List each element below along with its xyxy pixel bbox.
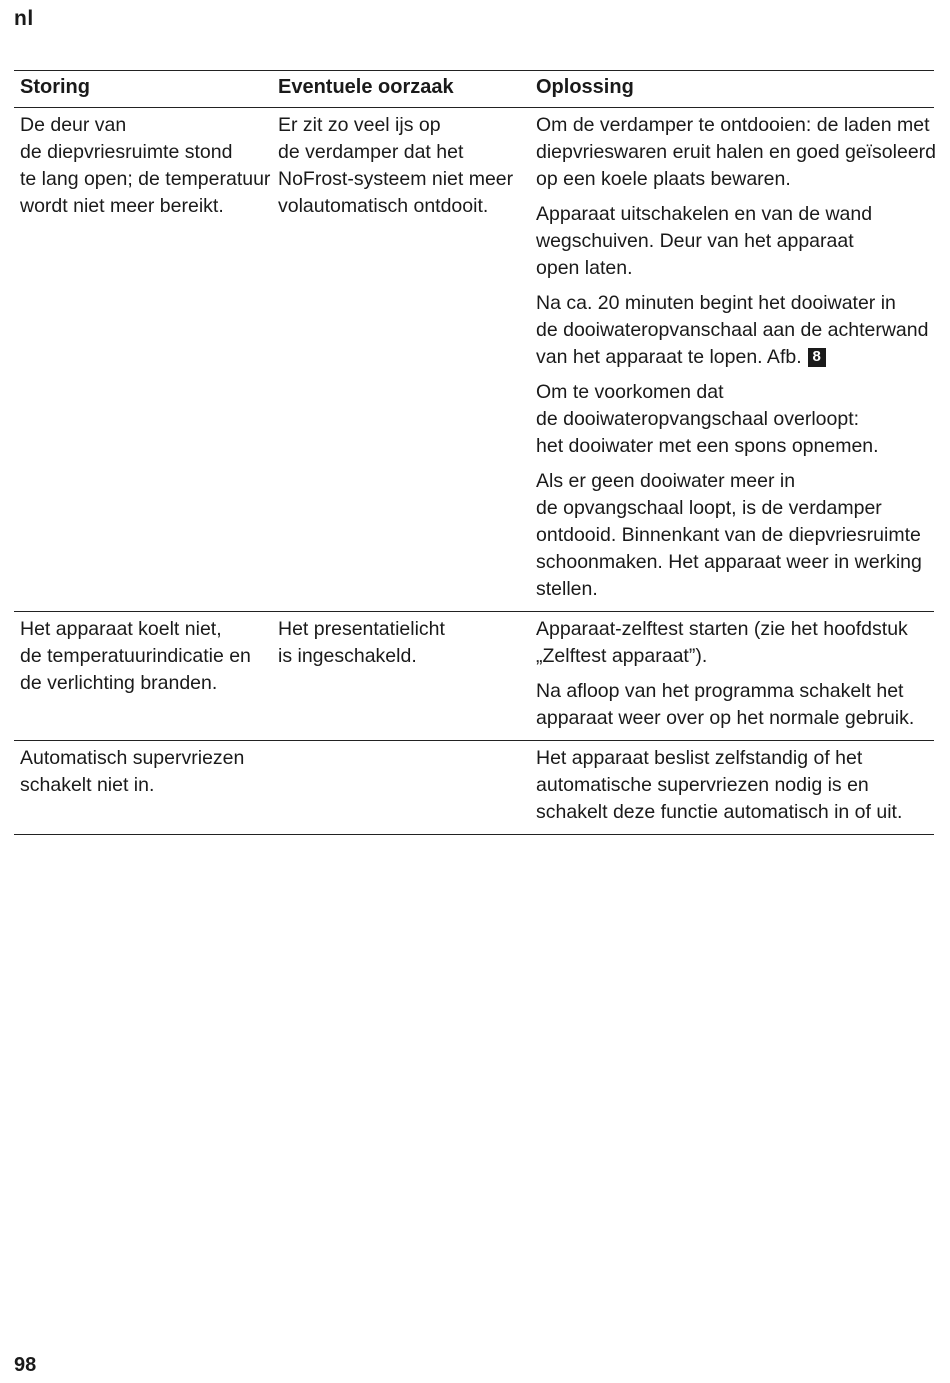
text-fragment: van het apparaat te lopen. Afb. <box>536 346 802 368</box>
table-row <box>14 612 934 741</box>
text-line: open laten. <box>536 257 633 279</box>
text-line: schakelt niet in. <box>20 774 155 796</box>
storing-cell <box>14 612 272 740</box>
oplossing-cell <box>530 612 934 740</box>
solution-paragraph <box>536 745 934 826</box>
text-line: schakelt deze functie automatisch in of uit. <box>536 801 903 823</box>
text-line: de dooiwateropvanschaal aan de achterwand <box>536 319 929 341</box>
text-line: ontdooid. Binnenkant van de diepvriesruimte <box>536 524 921 546</box>
table-row <box>14 108 937 612</box>
solution-paragraph <box>536 616 934 670</box>
text-line: de verdamper dat het <box>278 141 464 163</box>
text-line: Apparaat uitschakelen en van de wand <box>536 203 873 225</box>
text-line: schoonmaken. Het apparaat weer in werking <box>536 551 922 573</box>
oorzaak-cell <box>272 741 530 834</box>
solution-paragraph <box>536 290 934 371</box>
troubleshooting-table <box>14 70 937 835</box>
text-line: de temperatuurindicatie en <box>20 645 251 667</box>
oorzaak-cell <box>272 612 530 740</box>
text-line: wordt niet meer bereikt. <box>20 195 224 217</box>
text-line: Het apparaat beslist zelfstandig of het <box>536 747 863 769</box>
text-line: diepvrieswaren eruit halen en goed geïsoleerd <box>536 141 937 163</box>
solution-paragraph <box>536 112 937 193</box>
figure-reference-badge: 8 <box>808 348 826 367</box>
text-line: Het presentatielicht <box>278 618 445 640</box>
text-line <box>536 344 934 371</box>
oplossing-cell <box>530 108 937 611</box>
column-header-storing: Storing <box>20 76 90 98</box>
text-line: automatische supervriezen nodig is en <box>536 774 869 796</box>
text-line: NoFrost-systeem niet meer <box>278 168 514 190</box>
text-line: De deur van <box>20 114 127 136</box>
text-line: Om de verdamper te ontdooien: de laden met <box>536 114 930 136</box>
oplossing-cell <box>530 741 934 834</box>
text-line: Automatisch supervriezen <box>20 747 245 769</box>
text-line: volautomatisch ontdooit. <box>278 195 489 217</box>
text-line: Na ca. 20 minuten begint het dooiwater in <box>536 292 896 314</box>
table-row <box>14 741 934 835</box>
text-line: te lang open; de temperatuur <box>20 168 271 190</box>
text-line: de diepvriesruimte stond <box>20 141 233 163</box>
text-line: het dooiwater met een spons opnemen. <box>536 435 879 457</box>
text-line: is ingeschakeld. <box>278 645 417 667</box>
table-header-row <box>14 71 934 108</box>
text-line: de verlichting branden. <box>20 672 218 694</box>
text-line: Om te voorkomen dat <box>536 381 724 403</box>
storing-cell <box>14 108 272 611</box>
text-line: de dooiwateropvangschaal overloopt: <box>536 408 860 430</box>
storing-cell <box>14 741 272 834</box>
text-line: Er zit zo veel ijs op <box>278 114 441 136</box>
oorzaak-cell <box>272 108 530 611</box>
solution-paragraph <box>536 201 934 282</box>
page-number: 98 <box>14 1354 37 1376</box>
text-line: apparaat weer over op het normale gebruik. <box>536 707 915 729</box>
text-line: Als er geen dooiwater meer in <box>536 470 796 492</box>
text-line: „Zelftest apparaat”). <box>536 645 708 667</box>
solution-paragraph <box>536 468 934 603</box>
text-line: de opvangschaal loopt, is de verdamper <box>536 497 882 519</box>
language-code: nl <box>14 7 34 30</box>
text-line: Na afloop van het programma schakelt het <box>536 680 904 702</box>
text-line: Apparaat-zelftest starten (zie het hoofdstuk <box>536 618 908 640</box>
text-line: Het apparaat koelt niet, <box>20 618 222 640</box>
text-line: stellen. <box>536 578 598 600</box>
column-header-oorzaak: Eventuele oorzaak <box>278 76 454 98</box>
text-line: op een koele plaats bewaren. <box>536 168 791 190</box>
text-line: wegschuiven. Deur van het apparaat <box>536 230 854 252</box>
solution-paragraph <box>536 379 934 460</box>
solution-paragraph <box>536 678 934 732</box>
column-header-oplossing: Oplossing <box>536 76 634 98</box>
